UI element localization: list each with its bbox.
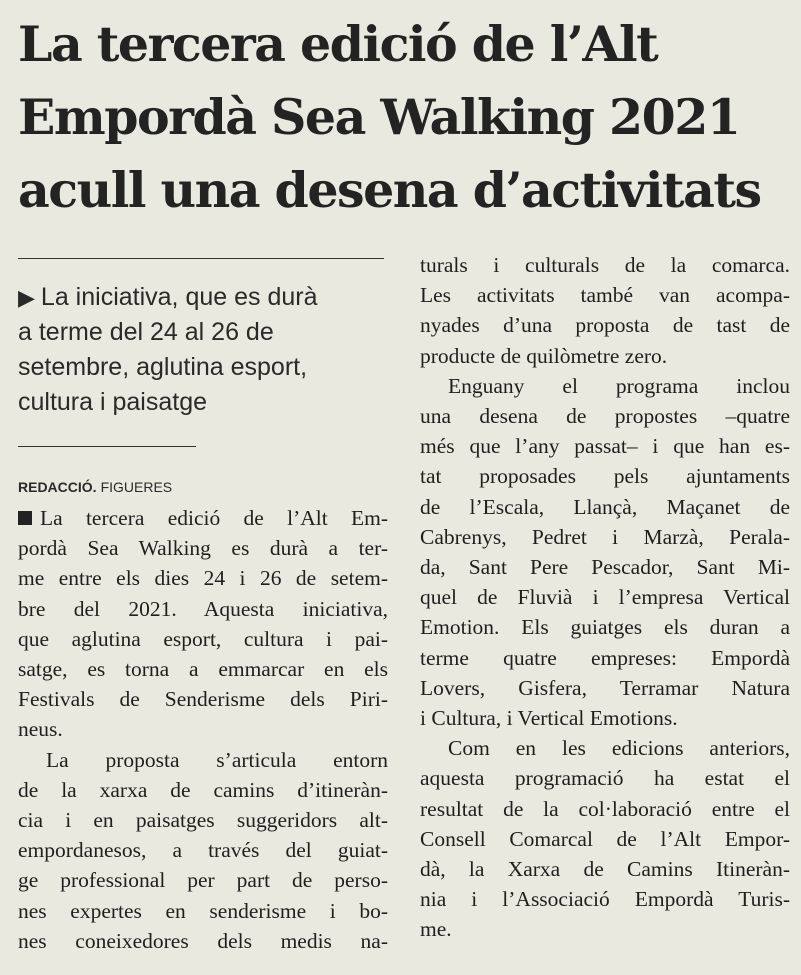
body-line: dà, la Xarxa de Camins Itineràn- [420,857,790,882]
lead-line: cultura i paisatge [18,388,208,416]
body-line: me. [420,917,452,942]
byline-place: FIGUERES [100,479,173,495]
byline-author: REDACCIÓ. [18,479,97,495]
body-line: nyades d’una proposta de tast de [420,313,790,338]
body-line: aquesta programació ha estat el [420,766,790,791]
body-line: tat proposades pels ajuntaments [420,464,790,489]
body-line: da, Sant Pere Pescador, Sant Mi- [420,555,790,580]
body-line: producte de quilòmetre zero. [420,343,668,368]
body-line: La tercera edició de l’Alt Em- [18,503,388,533]
byline [18,479,172,495]
body-line: una desena de propostes –quatre [420,404,790,429]
body-line: nia i l’Associació Empordà Turis- [420,887,790,912]
body-line: Enguany el programa inclou [448,373,790,398]
body-line: pordà Sea Walking es durà a ter- [18,536,388,561]
body-line: Les activitats també van acompa- [420,283,790,308]
lead-line: ▶ La iniciativa, que es durà [18,283,318,311]
lead-line: a terme del 24 al 26 de [18,318,274,346]
body-line: satge, es torna a emmarcar en els [18,657,388,682]
lead-bottom-rule [18,446,196,447]
body-line: de l’Escala, Llançà, Maçanet de [420,494,790,519]
body-line: La proposta s’articula entorn [46,747,388,772]
body-line: empordanesos, a través del guiat- [18,838,388,863]
headline-line: Empordà Sea Walking 2021 [18,88,740,146]
body-line: cia i en paisatges suggeridors alt- [18,808,388,833]
body-line: neus. [18,717,63,742]
body-line: quel de Fluvià i l’empresa Vertical [420,585,790,610]
body-line: turals i culturals de la comarca. [420,253,790,277]
body-line: Com en les edicions anteriors, [448,736,790,761]
square-bullet-icon [18,511,32,525]
body-line: ge professional per part de perso- [18,868,388,893]
body-column-2 [420,250,790,945]
body-line: que aglutina esport, cultura i pai- [18,626,388,651]
body-line: Lovers, Gisfera, Terramar Natura [420,675,790,700]
body-line: Cabrenys, Pedret i Marzà, Perala- [420,524,790,549]
body-line: de la xarxa de camins d’itineràn- [18,777,388,802]
lead-summary [18,280,398,420]
headline [18,8,788,227]
lead-line: setembre, aglutina esport, [18,353,308,381]
body-line: Festivals de Senderisme dels Piri- [18,687,388,712]
body-line: nes coneixedores dels medis na- [18,928,388,953]
body-line: resultat de la col·laboració entre el [420,796,790,821]
body-column-1 [18,503,388,956]
triangle-right-icon: ▶ [18,285,35,310]
body-line: Consell Comarcal de l’Alt Empor- [420,826,790,851]
lead-top-rule [18,258,384,259]
body-line: més que l’any passat– i que han es- [420,434,790,459]
body-line: i Cultura, i Vertical Emotions. [420,706,678,731]
body-line: me entre els dies 24 i 26 de setem- [18,566,388,591]
body-line: Emotion. Els guiatges els duran a [420,615,790,640]
body-line: terme quatre empreses: Empordà [420,645,790,670]
headline-line: La tercera edició de l’Alt [18,15,658,73]
body-line: bre del 2021. Aquesta iniciativa, [18,596,388,621]
body-line: nes expertes en senderisme i bo- [18,898,388,923]
headline-line: acull una desena d’activitats [18,161,761,219]
